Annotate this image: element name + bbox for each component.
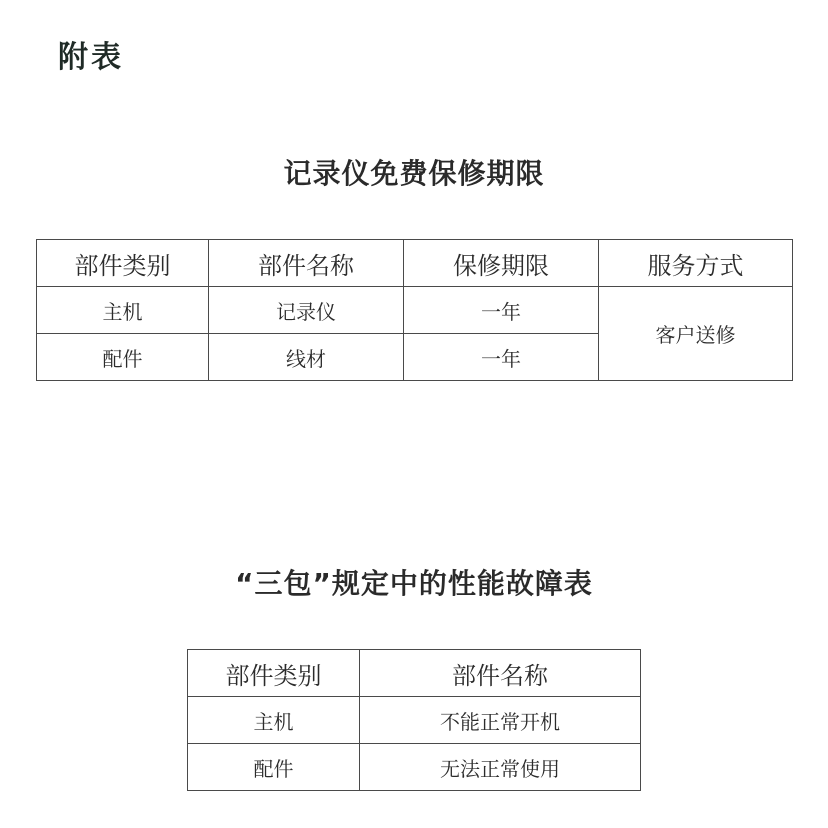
fault-table [187,649,641,791]
fault-table-header-row [188,650,641,697]
header-part-name: 部件名称 [360,650,641,697]
cell-fault: 无法正常使用 [360,744,641,791]
cell-service-method: 客户送修 [599,287,793,381]
cell-category: 配件 [188,744,360,791]
cell-period: 一年 [404,334,599,381]
header-part-category: 部件类别 [37,240,209,287]
fault-table-title: “三包”规定中的性能故障表 [235,567,593,600]
table-row [188,697,641,744]
cell-category: 主机 [37,287,209,334]
header-part-category: 部件类别 [188,650,360,697]
cell-part-name: 线材 [209,334,404,381]
cell-fault: 不能正常开机 [360,697,641,744]
warranty-table-header-row [37,240,793,287]
cell-category: 配件 [37,334,209,381]
header-service-method: 服务方式 [599,240,793,287]
cell-category: 主机 [188,697,360,744]
warranty-table [36,239,793,381]
header-warranty-period: 保修期限 [404,240,599,287]
cell-part-name: 记录仪 [209,287,404,334]
cell-period: 一年 [404,287,599,334]
table-row [37,287,793,334]
warranty-table-title: 记录仪免费保修期限 [283,157,545,190]
table-row [188,744,641,791]
header-part-name: 部件名称 [209,240,404,287]
page-title: 附表 [58,40,124,75]
